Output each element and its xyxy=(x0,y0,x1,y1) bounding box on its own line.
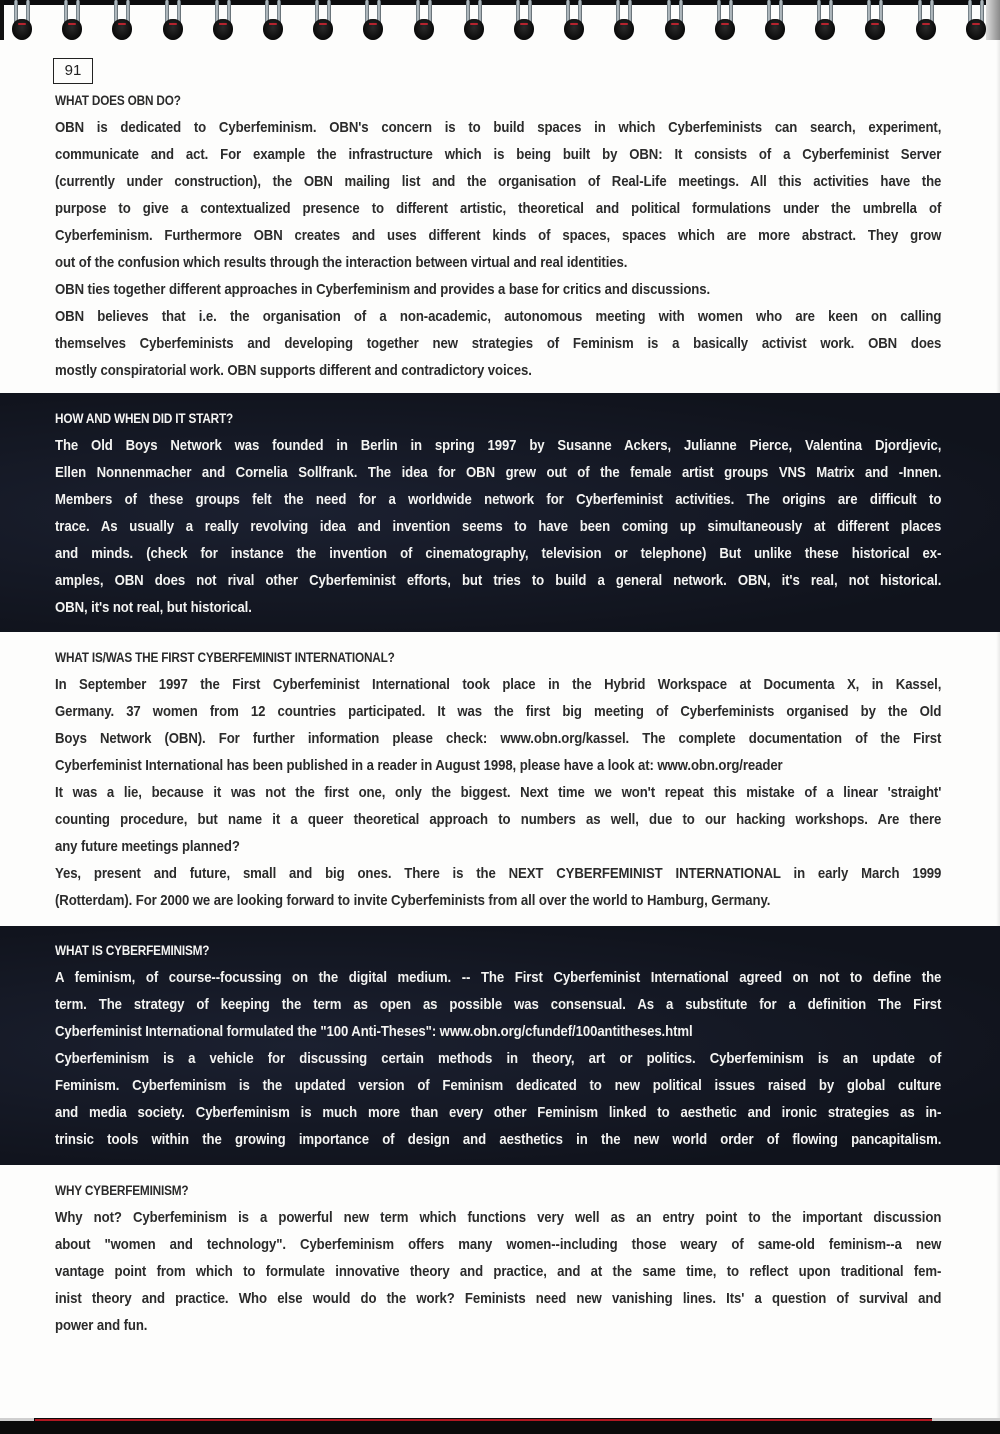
section-heading: WHY CYBERFEMINISM? xyxy=(55,1183,189,1198)
binding-ring xyxy=(413,0,435,40)
text-line: and minds. (check for instance the invention of cinematography, television or telephone) But unlike these historical ex- xyxy=(55,545,942,562)
binding-ring xyxy=(714,0,736,40)
binding-ring xyxy=(111,0,133,40)
section-heading: WHAT IS/WAS THE FIRST CYBERFEMINIST INTERNATIONAL? xyxy=(55,650,395,665)
ring-glint xyxy=(219,23,227,25)
binding-ring xyxy=(764,0,786,40)
section-why-cyberfeminism xyxy=(0,1177,1000,1339)
binding-bar xyxy=(0,0,1000,5)
text-line: themselves Cyberfeminists and developing together new strategies of Feminism is a basically activist work. OBN does xyxy=(55,335,942,352)
paper-edge-right xyxy=(932,1418,1000,1421)
text-line: Cyberfeminism is a vehicle for discussing certain methods in theory, art or politics. Cyberfeminism is an update of xyxy=(55,1050,942,1067)
text-line: vantage point from which to formulate innovative theory and practice, and at the same time, to reflect upon traditional fem- xyxy=(55,1263,942,1280)
text-line: Cyberfeminist International has been published in a reader in August 1998, please have a look at: www.obn.org/reader xyxy=(55,757,783,774)
text-line: The Old Boys Network was founded in Berlin in spring 1997 by Susanne Ackers, Julianne Pierce, Valentina Djordjevic, xyxy=(55,437,942,454)
section-heading: WHAT IS CYBERFEMINISM? xyxy=(55,943,210,958)
binding-ring xyxy=(864,0,886,40)
ring-glint xyxy=(520,23,528,25)
text-line: (currently under construction), the OBN mailing list and the organisation of Real-Life meetings. All this activities have the xyxy=(55,173,942,190)
text-line: communicate and act. For example the infrastructure which is being built by OBN: It consists of a Cyberfeminist Server xyxy=(55,146,942,163)
section-heading: WHAT DOES OBN DO? xyxy=(55,93,181,108)
page-number-box: 91 xyxy=(53,58,93,84)
text-line: Why not? Cyberfeminism is a powerful new term which functions very well as an entry point to the important discussion xyxy=(55,1209,942,1226)
binding-ring xyxy=(312,0,334,40)
text-line: A feminism, of course--focussing on the digital medium. -- The First Cyberfeminist International agreed on not to define the xyxy=(55,969,942,986)
binding-ring xyxy=(362,0,384,40)
paper-edge-left xyxy=(0,1418,34,1421)
text-line: Germany. 37 women from 12 countries participated. It was the first big meeting of Cyberfeminists organised by the Old xyxy=(55,703,942,720)
text-line: power and fun. xyxy=(55,1317,148,1334)
ring-glint xyxy=(620,23,628,25)
notebook-red-stripe xyxy=(35,1419,1000,1421)
text-line: term. The strategy of keeping the term as open as possible was consensual. As a substitute for a definition The First xyxy=(55,996,942,1013)
text-line: amples, OBN does not rival other Cyberfeminist efforts, but tries to build a general network. OBN, it's real, not historical. xyxy=(55,572,942,589)
text-line: It was a lie, because it was not the first one, only the biggest. Next time we won't repeat this mistake of a linear 'straight' xyxy=(55,784,942,801)
text-line: Feminism. Cyberfeminism is the updated version of Feminism dedicated to new political issues raised by global culture xyxy=(55,1077,942,1094)
section-what-does-obn-do xyxy=(0,87,1000,384)
binding-ring xyxy=(61,0,83,40)
ring-glint xyxy=(570,23,578,25)
text-line: Cyberfeminism. Furthermore OBN creates and uses different kinds of spaces, spaces which are more abstract. They grow xyxy=(55,227,942,244)
section-body xyxy=(55,1204,941,1339)
binding-ring xyxy=(664,0,686,40)
ring-glint xyxy=(169,23,177,25)
spiral-binding xyxy=(0,0,1000,42)
text-line: about "women and technology". Cyberfeminism offers many women--including those weary of same-old feminism--a new xyxy=(55,1236,942,1253)
binding-ring xyxy=(513,0,535,40)
text-line: counting procedure, but name it a queer theoretical approach to numbers as well, due to our hacking workshops. Are there xyxy=(55,811,942,828)
binding-ring xyxy=(11,0,33,40)
ring-glint xyxy=(821,23,829,25)
binding-ring xyxy=(262,0,284,40)
binding-right-edge xyxy=(986,0,1000,40)
text-line: Members of these groups felt the need for a worldwide network for Cyberfeminist activities. The origins are difficult to xyxy=(55,491,942,508)
ring-glint xyxy=(771,23,779,25)
ring-glint xyxy=(721,23,729,25)
ring-glint xyxy=(18,23,26,25)
section-first-cyberfeminist-international xyxy=(0,644,1000,914)
text-line: OBN ties together different approaches in Cyberfeminism and provides a base for critics and discussions. xyxy=(55,281,711,298)
text-line: OBN, it's not real, but historical. xyxy=(55,599,252,616)
text-line: Yes, present and future, small and big ones. There is the NEXT CYBERFEMINIST INTERNATIONAL in early March 1999 xyxy=(55,865,942,882)
binding-ring xyxy=(613,0,635,40)
ring-glint xyxy=(671,23,679,25)
binding-ring xyxy=(814,0,836,40)
text-line: and media society. Cyberfeminism is much more than every other Feminism linked to aesthetic and ironic strategies as in- xyxy=(55,1104,942,1121)
ring-glint xyxy=(871,23,879,25)
ring-glint xyxy=(972,23,980,25)
text-line: trace. As usually a really revolving idea and invention seems to have been coming up simultaneously at different places xyxy=(55,518,942,535)
ring-glint xyxy=(68,23,76,25)
text-line: trinsic tools within the growing importance of design and aesthetics in the new world order of flowing pancapitalism. xyxy=(55,1131,942,1148)
text-line: OBN is dedicated to Cyberfeminism. OBN's concern is to build spaces in which Cyberfeminists can search, experiment, xyxy=(55,119,942,136)
text-line: OBN believes that i.e. the organisation of a non-academic, autonomous meeting with women who are keen on calling xyxy=(55,308,942,325)
binding-ring xyxy=(162,0,184,40)
ring-glint xyxy=(922,23,930,25)
binding-ring xyxy=(463,0,485,40)
text-line: Ellen Nonnenmacher and Cornelia Sollfrank. The idea for OBN grew out of the female artist groups VNS Matrix and -Innen. xyxy=(55,464,942,481)
text-line: inist theory and practice. Who else would do the work? Feminists need new vanishing lines. Its' a question of survival and xyxy=(55,1290,942,1307)
section-how-and-when-did-it-start xyxy=(0,393,1000,632)
binding-ring xyxy=(563,0,585,40)
text-line: Cyberfeminist International formulated the "100 Anti-Theses": www.obn.org/cfundef/100antitheses.html xyxy=(55,1023,693,1040)
ring-glint xyxy=(319,23,327,25)
text-line: purpose to give a contextualized presence to different artistic, theoretical and political formulations under the umbrella of xyxy=(55,200,942,217)
text-line: Boys Network (OBN). For further information please check: www.obn.org/kassel. The complete documentation of the First xyxy=(55,730,942,747)
section-body xyxy=(55,671,941,914)
ring-glint xyxy=(269,23,277,25)
text-line: In September 1997 the First Cyberfeminist International took place in the Hybrid Workspace at Documenta X, in Kassel, xyxy=(55,676,942,693)
binding-ring xyxy=(915,0,937,40)
binding-left-edge xyxy=(0,0,4,40)
section-body xyxy=(55,432,941,621)
section-body xyxy=(55,964,941,1153)
binding-ring xyxy=(212,0,234,40)
text-line: any future meetings planned? xyxy=(55,838,240,855)
text-line: out of the confusion which results through the interaction between virtual and real identities. xyxy=(55,254,628,271)
binding-ring xyxy=(965,0,987,40)
section-heading: HOW AND WHEN DID IT START? xyxy=(55,411,234,426)
ring-glint xyxy=(470,23,478,25)
ring-glint xyxy=(369,23,377,25)
section-what-is-cyberfeminism xyxy=(0,926,1000,1165)
notebook-bottom-edge xyxy=(0,1418,1000,1434)
text-line: mostly conspiratorial work. OBN supports different and contradictory voices. xyxy=(55,362,532,379)
section-body xyxy=(55,114,941,384)
text-line: (Rotterdam). For 2000 we are looking forward to invite Cyberfeminists from all over the world to Hamburg, Germany. xyxy=(55,892,771,909)
ring-glint xyxy=(118,23,126,25)
ring-glint xyxy=(420,23,428,25)
